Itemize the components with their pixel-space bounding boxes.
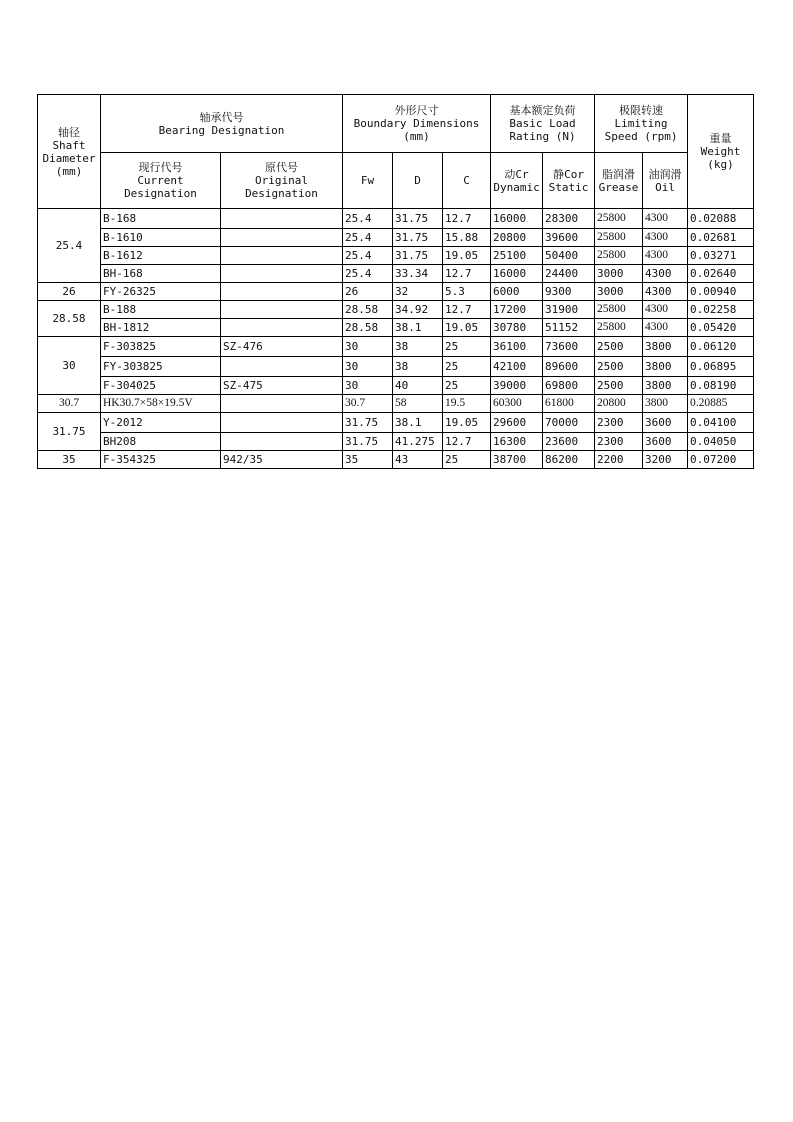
fw-cell: 26 bbox=[343, 283, 393, 301]
grease-cell: 25800 bbox=[595, 319, 643, 337]
shaft-diameter-cell: 28.58 bbox=[38, 301, 101, 337]
dynamic-cell: 39000 bbox=[491, 377, 543, 395]
oil-cell: 4300 bbox=[643, 301, 688, 319]
weight-cell: 0.05420 bbox=[688, 319, 754, 337]
d-cell: 43 bbox=[393, 451, 443, 469]
c-cell: 12.7 bbox=[443, 301, 491, 319]
fw-cell: 30 bbox=[343, 337, 393, 357]
oil-cell: 3600 bbox=[643, 433, 688, 451]
current-designation-cell: B-1610 bbox=[101, 229, 221, 247]
shaft-diameter-cell: 25.4 bbox=[38, 209, 101, 283]
current-designation-cell: BH-168 bbox=[101, 265, 221, 283]
dynamic-cell: 60300 bbox=[491, 395, 543, 413]
fw-cell: 28.58 bbox=[343, 301, 393, 319]
fw-cell: 28.58 bbox=[343, 319, 393, 337]
dynamic-cell: 16300 bbox=[491, 433, 543, 451]
fw-cell: 31.75 bbox=[343, 433, 393, 451]
basic-load-rating-header: 基本额定负荷 Basic Load Rating (N) bbox=[491, 95, 595, 153]
table-row bbox=[38, 283, 754, 301]
grease-cell: 3000 bbox=[595, 283, 643, 301]
limiting-speed-header: 极限转速 Limiting Speed (rpm) bbox=[595, 95, 688, 153]
original-designation-cell bbox=[221, 319, 343, 337]
d-cell: 38.1 bbox=[393, 319, 443, 337]
original-designation-cell bbox=[221, 265, 343, 283]
dynamic-cell: 38700 bbox=[491, 451, 543, 469]
weight-cell: 0.00940 bbox=[688, 283, 754, 301]
original-designation-cell bbox=[221, 395, 343, 413]
d-cell: 41.275 bbox=[393, 433, 443, 451]
c-cell: 25 bbox=[443, 357, 491, 377]
weight-cell: 0.04050 bbox=[688, 433, 754, 451]
static-cell: 39600 bbox=[543, 229, 595, 247]
fw-cell: 25.4 bbox=[343, 247, 393, 265]
d-cell: 31.75 bbox=[393, 229, 443, 247]
dynamic-cell: 17200 bbox=[491, 301, 543, 319]
oil-cell: 3200 bbox=[643, 451, 688, 469]
c-cell: 19.05 bbox=[443, 319, 491, 337]
oil-cell: 3800 bbox=[643, 357, 688, 377]
d-header: D bbox=[393, 153, 443, 209]
oil-cell: 4300 bbox=[643, 209, 688, 229]
grease-cell: 2500 bbox=[595, 377, 643, 395]
original-designation-cell: SZ-476 bbox=[221, 337, 343, 357]
fw-cell: 25.4 bbox=[343, 229, 393, 247]
static-cell: 70000 bbox=[543, 413, 595, 433]
c-header: C bbox=[443, 153, 491, 209]
table-row bbox=[38, 413, 754, 433]
d-cell: 38 bbox=[393, 337, 443, 357]
table-row bbox=[38, 357, 754, 377]
weight-cell: 0.02088 bbox=[688, 209, 754, 229]
static-cell: 23600 bbox=[543, 433, 595, 451]
fw-cell: 31.75 bbox=[343, 413, 393, 433]
dynamic-header: 动Cr Dynamic bbox=[491, 153, 543, 209]
table-row bbox=[38, 337, 754, 357]
current-designation-cell: F-354325 bbox=[101, 451, 221, 469]
original-designation-cell bbox=[221, 413, 343, 433]
grease-cell: 2500 bbox=[595, 337, 643, 357]
fw-cell: 25.4 bbox=[343, 209, 393, 229]
c-cell: 25 bbox=[443, 337, 491, 357]
current-designation-cell: Y-2012 bbox=[101, 413, 221, 433]
shaft-diameter-cell: 26 bbox=[38, 283, 101, 301]
grease-cell: 2500 bbox=[595, 357, 643, 377]
shaft-diameter-cell: 30.7 bbox=[38, 395, 101, 413]
c-cell: 15.88 bbox=[443, 229, 491, 247]
dynamic-cell: 36100 bbox=[491, 337, 543, 357]
weight-cell: 0.20885 bbox=[688, 395, 754, 413]
grease-cell: 3000 bbox=[595, 265, 643, 283]
static-cell: 50400 bbox=[543, 247, 595, 265]
static-cell: 89600 bbox=[543, 357, 595, 377]
c-cell: 19.05 bbox=[443, 247, 491, 265]
oil-cell: 4300 bbox=[643, 247, 688, 265]
fw-cell: 25.4 bbox=[343, 265, 393, 283]
c-cell: 12.7 bbox=[443, 209, 491, 229]
shaft-diameter-cell: 31.75 bbox=[38, 413, 101, 451]
fw-cell: 30 bbox=[343, 377, 393, 395]
table-row bbox=[38, 229, 754, 247]
static-cell: 9300 bbox=[543, 283, 595, 301]
grease-cell: 2300 bbox=[595, 413, 643, 433]
boundary-dimensions-header: 外形尺寸 Boundary Dimensions (mm) bbox=[343, 95, 491, 153]
bearing-spec-table bbox=[37, 94, 754, 469]
grease-cell: 2200 bbox=[595, 451, 643, 469]
grease-header: 脂润滑 Grease bbox=[595, 153, 643, 209]
oil-header: 油润滑 Oil bbox=[643, 153, 688, 209]
shaft-diameter-cell: 30 bbox=[38, 337, 101, 395]
static-cell: 69800 bbox=[543, 377, 595, 395]
d-cell: 40 bbox=[393, 377, 443, 395]
weight-cell: 0.07200 bbox=[688, 451, 754, 469]
original-designation-cell bbox=[221, 229, 343, 247]
oil-cell: 4300 bbox=[643, 229, 688, 247]
grease-cell: 20800 bbox=[595, 395, 643, 413]
current-designation-cell: F-304025 bbox=[101, 377, 221, 395]
current-designation-cell: BH-1812 bbox=[101, 319, 221, 337]
table-row bbox=[38, 301, 754, 319]
weight-cell: 0.03271 bbox=[688, 247, 754, 265]
c-cell: 19.05 bbox=[443, 413, 491, 433]
shaft-diameter-header: 轴径 Shaft Diameter (mm) bbox=[38, 95, 101, 209]
current-designation-cell: BH208 bbox=[101, 433, 221, 451]
original-designation-cell bbox=[221, 247, 343, 265]
d-cell: 32 bbox=[393, 283, 443, 301]
dynamic-cell: 42100 bbox=[491, 357, 543, 377]
static-cell: 31900 bbox=[543, 301, 595, 319]
dynamic-cell: 25100 bbox=[491, 247, 543, 265]
original-designation-cell: 942/35 bbox=[221, 451, 343, 469]
table-row bbox=[38, 451, 754, 469]
c-cell: 5.3 bbox=[443, 283, 491, 301]
weight-header: 重量 Weight (kg) bbox=[688, 95, 754, 209]
grease-cell: 2300 bbox=[595, 433, 643, 451]
d-cell: 58 bbox=[393, 395, 443, 413]
c-cell: 19.5 bbox=[443, 395, 491, 413]
oil-cell: 3600 bbox=[643, 413, 688, 433]
original-designation-cell bbox=[221, 433, 343, 451]
current-designation-cell: B-168 bbox=[101, 209, 221, 229]
bearing-designation-header: 轴承代号 Bearing Designation bbox=[101, 95, 343, 153]
static-cell: 86200 bbox=[543, 451, 595, 469]
table-row bbox=[38, 433, 754, 451]
current-designation-cell: FY-26325 bbox=[101, 283, 221, 301]
oil-cell: 4300 bbox=[643, 319, 688, 337]
grease-cell: 25800 bbox=[595, 229, 643, 247]
weight-cell: 0.02258 bbox=[688, 301, 754, 319]
c-cell: 12.7 bbox=[443, 265, 491, 283]
current-designation-cell: F-303825 bbox=[101, 337, 221, 357]
dynamic-cell: 16000 bbox=[491, 209, 543, 229]
d-cell: 33.34 bbox=[393, 265, 443, 283]
fw-cell: 35 bbox=[343, 451, 393, 469]
c-cell: 25 bbox=[443, 451, 491, 469]
table-row bbox=[38, 395, 754, 413]
table-row bbox=[38, 377, 754, 395]
dynamic-cell: 20800 bbox=[491, 229, 543, 247]
table-row bbox=[38, 209, 754, 229]
static-cell: 61800 bbox=[543, 395, 595, 413]
fw-cell: 30.7 bbox=[343, 395, 393, 413]
static-cell: 24400 bbox=[543, 265, 595, 283]
current-designation-cell: B-188 bbox=[101, 301, 221, 319]
original-designation-cell bbox=[221, 283, 343, 301]
original-designation-cell bbox=[221, 301, 343, 319]
weight-cell: 0.02681 bbox=[688, 229, 754, 247]
grease-cell: 25800 bbox=[595, 209, 643, 229]
weight-cell: 0.06120 bbox=[688, 337, 754, 357]
grease-cell: 25800 bbox=[595, 301, 643, 319]
current-designation-cell: FY-303825 bbox=[101, 357, 221, 377]
grease-cell: 25800 bbox=[595, 247, 643, 265]
original-designation-cell bbox=[221, 209, 343, 229]
c-cell: 12.7 bbox=[443, 433, 491, 451]
table-row bbox=[38, 247, 754, 265]
oil-cell: 3800 bbox=[643, 395, 688, 413]
current-designation-header: 现行代号 Current Designation bbox=[101, 153, 221, 209]
d-cell: 34.92 bbox=[393, 301, 443, 319]
d-cell: 31.75 bbox=[393, 209, 443, 229]
table-row bbox=[38, 319, 754, 337]
fw-cell: 30 bbox=[343, 357, 393, 377]
weight-cell: 0.02640 bbox=[688, 265, 754, 283]
original-designation-cell: SZ-475 bbox=[221, 377, 343, 395]
static-cell: 73600 bbox=[543, 337, 595, 357]
static-header: 静Cor Static bbox=[543, 153, 595, 209]
oil-cell: 3800 bbox=[643, 377, 688, 395]
current-designation-cell: HK30.7×58×19.5V bbox=[101, 395, 221, 413]
current-designation-cell: B-1612 bbox=[101, 247, 221, 265]
weight-cell: 0.08190 bbox=[688, 377, 754, 395]
oil-cell: 3800 bbox=[643, 337, 688, 357]
oil-cell: 4300 bbox=[643, 283, 688, 301]
d-cell: 31.75 bbox=[393, 247, 443, 265]
weight-cell: 0.04100 bbox=[688, 413, 754, 433]
c-cell: 25 bbox=[443, 377, 491, 395]
shaft-diameter-cell: 35 bbox=[38, 451, 101, 469]
dynamic-cell: 30780 bbox=[491, 319, 543, 337]
oil-cell: 4300 bbox=[643, 265, 688, 283]
static-cell: 28300 bbox=[543, 209, 595, 229]
fw-header: Fw bbox=[343, 153, 393, 209]
table-row bbox=[38, 265, 754, 283]
static-cell: 51152 bbox=[543, 319, 595, 337]
original-designation-header: 原代号 Original Designation bbox=[221, 153, 343, 209]
weight-cell: 0.06895 bbox=[688, 357, 754, 377]
dynamic-cell: 16000 bbox=[491, 265, 543, 283]
dynamic-cell: 29600 bbox=[491, 413, 543, 433]
original-designation-cell bbox=[221, 357, 343, 377]
d-cell: 38 bbox=[393, 357, 443, 377]
d-cell: 38.1 bbox=[393, 413, 443, 433]
dynamic-cell: 6000 bbox=[491, 283, 543, 301]
